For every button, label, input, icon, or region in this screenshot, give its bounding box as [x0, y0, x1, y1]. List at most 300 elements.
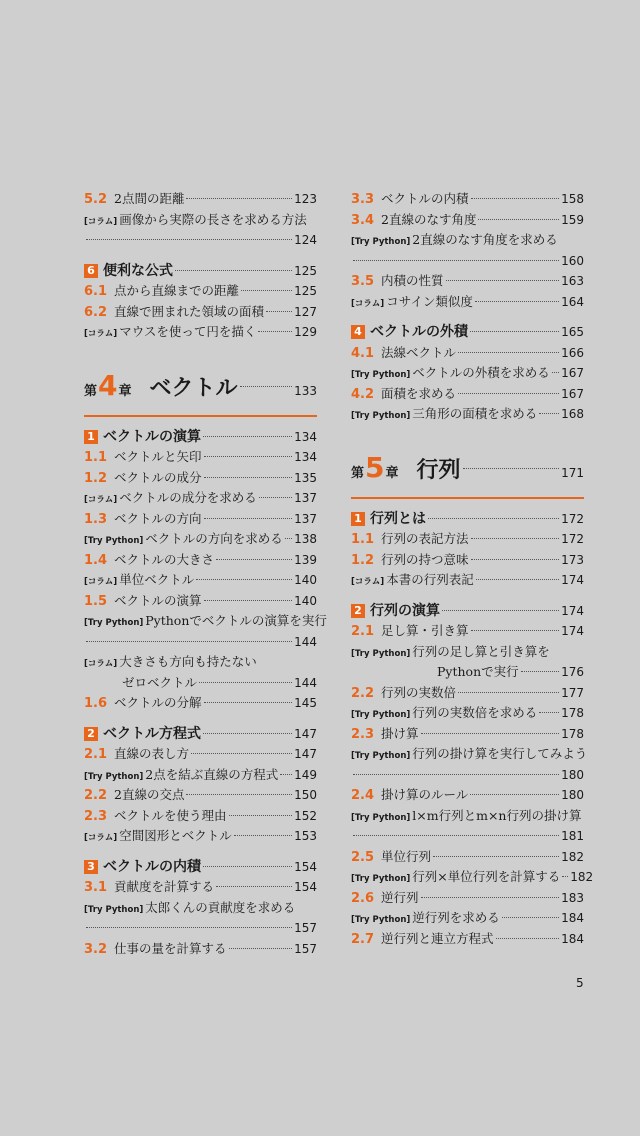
- entry-page: 184: [561, 931, 584, 946]
- section-title: ベクトルの内積: [103, 858, 201, 875]
- section-page: 165: [561, 325, 584, 339]
- toc-entry-continuation: [351, 765, 584, 786]
- entry-title: 行列の足し算と引き算を: [412, 643, 550, 659]
- entry-page: 180: [561, 788, 584, 802]
- leader-dots: [470, 331, 559, 332]
- entry-title: ベクトルの演算: [114, 592, 202, 608]
- entry-title: 仕事の量を計算する: [114, 940, 227, 956]
- chapter-title: ベクトル: [149, 375, 238, 401]
- chapter-label-pre: 第: [351, 465, 365, 481]
- toc-right-column: [351, 189, 594, 949]
- entry-title: ベクトルと矢印: [114, 449, 202, 464]
- entry-title: 行列の実数倍: [381, 684, 457, 700]
- entry-tag: [Try Python]: [84, 771, 144, 782]
- toc-entry-continuation: [84, 673, 317, 694]
- toc-entry[interactable]: [351, 642, 584, 663]
- chapter-label-post: 章: [385, 465, 399, 481]
- entry-page: 172: [561, 532, 584, 546]
- entry-page: 174: [561, 624, 584, 638]
- leader-dots: [86, 641, 292, 642]
- entry-number: 3.4: [351, 212, 375, 228]
- section-heading[interactable]: [351, 509, 584, 530]
- entry-page: 137: [294, 491, 317, 505]
- toc-entry[interactable]: [351, 343, 584, 364]
- entry-page: 152: [294, 808, 317, 823]
- leader-dots: [458, 393, 559, 394]
- section-page: 154: [294, 859, 317, 874]
- entry-page: 157: [294, 921, 317, 935]
- leader-dots: [552, 372, 559, 373]
- entry-title: 空間図形とベクトル: [119, 828, 232, 843]
- section-number-box: 6: [84, 264, 98, 278]
- entry-title: 掛け算: [381, 725, 419, 741]
- entry-number: 2.5: [351, 849, 375, 865]
- entry-title: マウスを使って円を描く: [119, 324, 257, 339]
- entry-page: 184: [561, 911, 584, 925]
- leader-dots: [204, 456, 293, 457]
- leader-dots: [539, 712, 559, 713]
- chapter-heading[interactable]: [351, 451, 584, 499]
- toc-entry[interactable]: [84, 447, 317, 468]
- entry-title: 法線ベクトル: [381, 344, 457, 360]
- entry-page: 176: [561, 665, 584, 679]
- entry-title-line2: Pythonで実行: [437, 664, 519, 679]
- entry-title-line2: ゼロベクトル: [122, 674, 198, 690]
- entry-title: 2直線の交点: [114, 787, 185, 802]
- entry-title: 内積の性質: [381, 273, 444, 288]
- entry-title: ベクトルの方向: [114, 510, 202, 526]
- entry-title: 行列×単位行列を計算する: [412, 869, 561, 884]
- entry-title: 2点間の距離: [114, 191, 185, 206]
- leader-dots: [259, 497, 292, 498]
- entry-title: コサイン類似度: [386, 293, 473, 309]
- leader-dots: [428, 518, 559, 519]
- entry-page: 163: [561, 274, 584, 288]
- entry-tag: [コラム]: [84, 216, 118, 227]
- leader-dots: [471, 630, 560, 631]
- entry-tag: [Try Python]: [351, 812, 411, 823]
- entry-page: 140: [294, 573, 317, 587]
- entry-page: 160: [561, 253, 584, 268]
- entry-number: 6.1: [84, 284, 108, 299]
- entry-page: 150: [294, 788, 317, 802]
- entry-page: 129: [294, 325, 317, 339]
- entry-number: 3.2: [84, 941, 108, 957]
- entry-title: 本書の行列表記: [386, 572, 474, 587]
- entry-page: 159: [561, 212, 584, 227]
- section-heading[interactable]: [84, 261, 317, 282]
- leader-dots: [280, 774, 292, 775]
- entry-page: 124: [294, 233, 317, 247]
- section-heading[interactable]: [84, 857, 317, 878]
- entry-page: 180: [561, 767, 584, 782]
- leader-dots: [196, 579, 292, 580]
- entry-title: 2直線のなす角度を求める: [412, 232, 558, 247]
- section-page: 147: [294, 726, 317, 741]
- entry-page: 123: [294, 192, 317, 206]
- leader-dots: [353, 774, 559, 775]
- leader-dots: [186, 794, 292, 795]
- section-heading[interactable]: [351, 322, 584, 343]
- toc-entry[interactable]: [84, 898, 317, 919]
- entry-page: 158: [561, 192, 584, 206]
- leader-dots: [353, 260, 559, 261]
- toc-entry[interactable]: [351, 724, 584, 745]
- entry-page: 183: [561, 890, 584, 905]
- entry-number: 2.2: [351, 685, 375, 701]
- toc-entry[interactable]: [84, 877, 317, 898]
- leader-dots: [562, 876, 568, 877]
- entry-page: 167: [561, 386, 584, 401]
- toc-entry[interactable]: [84, 570, 317, 591]
- entry-number: 2.7: [351, 931, 375, 947]
- toc-entry-continuation: [84, 632, 317, 653]
- chapter-number: 5: [365, 450, 385, 484]
- entry-page: 178: [561, 706, 584, 720]
- leader-dots: [234, 835, 292, 836]
- entry-number: 4.2: [351, 386, 375, 402]
- leader-dots: [86, 239, 292, 240]
- leader-dots: [476, 579, 559, 580]
- section-title: ベクトル方程式: [103, 725, 201, 742]
- leader-dots: [446, 280, 560, 281]
- section-page: 172: [561, 511, 584, 526]
- toc-entry[interactable]: [84, 611, 327, 632]
- section-number-box: 4: [351, 325, 365, 339]
- entry-page: 164: [561, 294, 584, 309]
- entry-title: 掛け算のルール: [381, 787, 469, 802]
- leader-dots: [191, 753, 292, 754]
- entry-tag: [コラム]: [351, 298, 385, 309]
- leader-dots: [463, 468, 560, 469]
- entry-page: 157: [294, 941, 317, 956]
- leader-dots: [229, 815, 293, 816]
- toc-entry[interactable]: [84, 806, 317, 827]
- entry-number: 2.1: [351, 624, 375, 639]
- leader-dots: [470, 794, 559, 795]
- entry-title: 三角形の面積を求める: [412, 406, 538, 421]
- toc-entry[interactable]: [351, 703, 584, 724]
- toc-entry[interactable]: [84, 189, 317, 210]
- toc-entry[interactable]: [351, 570, 584, 591]
- entry-page: 144: [294, 634, 317, 649]
- entry-page: 182: [570, 870, 594, 884]
- section-number-box: 2: [351, 604, 365, 618]
- toc-entry[interactable]: [351, 230, 584, 251]
- leader-dots: [204, 702, 293, 703]
- section-number-box: 1: [351, 512, 365, 526]
- entry-page: 140: [294, 593, 317, 608]
- toc-entry[interactable]: [351, 292, 584, 313]
- entry-number: 2.6: [351, 890, 375, 906]
- entry-tag: [コラム]: [351, 577, 385, 587]
- entry-number: 2.2: [84, 788, 108, 803]
- entry-page: 182: [561, 849, 584, 864]
- toc-entry[interactable]: [84, 785, 317, 806]
- toc-entry[interactable]: [84, 468, 317, 489]
- leader-dots: [86, 927, 292, 928]
- leader-dots: [216, 886, 292, 887]
- section-page: 125: [294, 263, 317, 278]
- entry-number: 1.1: [351, 532, 375, 547]
- entry-number: 1.5: [84, 593, 108, 609]
- entry-tag: [Try Python]: [351, 874, 411, 884]
- entry-title: 直線の表し方: [114, 746, 190, 761]
- toc-entry[interactable]: [351, 550, 584, 571]
- entry-page: 144: [294, 675, 317, 690]
- leader-dots: [240, 386, 293, 387]
- entry-page: 149: [294, 767, 317, 782]
- toc-entry[interactable]: [84, 765, 317, 786]
- entry-title: 貢献度を計算する: [114, 879, 215, 894]
- toc-entry[interactable]: [351, 683, 584, 704]
- entry-number: 1.1: [84, 450, 108, 465]
- toc-entry[interactable]: [84, 652, 317, 673]
- leader-dots: [478, 219, 559, 220]
- section-heading[interactable]: [351, 601, 584, 622]
- leader-dots: [241, 290, 292, 291]
- entry-title: ベクトルの成分を求める: [119, 490, 257, 505]
- entry-page: 177: [561, 685, 584, 700]
- toc-entry[interactable]: [84, 693, 317, 714]
- toc-entry-continuation: [351, 662, 584, 683]
- entry-title: ベクトルを使う理由: [114, 807, 227, 823]
- leader-dots: [502, 917, 559, 918]
- entry-title: ベクトルの外積を求める: [412, 365, 550, 380]
- toc-entry[interactable]: [84, 939, 317, 960]
- toc-entry[interactable]: [351, 888, 584, 909]
- entry-page: 127: [294, 304, 317, 319]
- toc-entry[interactable]: [84, 210, 317, 231]
- leader-dots: [186, 198, 292, 199]
- entry-tag: [コラム]: [84, 495, 118, 505]
- entry-tag: [Try Python]: [351, 411, 411, 421]
- leader-dots: [475, 301, 559, 302]
- entry-number: 2.3: [351, 726, 375, 742]
- entry-page: 134: [294, 450, 317, 464]
- entry-number: 1.4: [84, 552, 108, 568]
- leader-dots: [203, 866, 292, 867]
- toc-entry[interactable]: [84, 302, 317, 323]
- leader-dots: [442, 610, 559, 611]
- entry-number: 3.5: [351, 274, 375, 289]
- toc-entry[interactable]: [351, 785, 584, 806]
- toc-entry[interactable]: [84, 281, 317, 302]
- entry-page: 138: [294, 532, 317, 546]
- entry-tag: [コラム]: [84, 329, 118, 339]
- entry-title: ベクトルの大きさ: [114, 551, 215, 567]
- entry-number: 1.2: [351, 552, 375, 568]
- leader-dots: [229, 948, 293, 949]
- toc-entry[interactable]: [351, 847, 584, 868]
- section-number-box: 1: [84, 430, 98, 444]
- toc-left-column: [84, 189, 327, 959]
- toc-entry[interactable]: [351, 189, 584, 210]
- entry-title: 2点を結ぶ直線の方程式: [145, 766, 279, 782]
- section-title: ベクトルの演算: [103, 428, 201, 445]
- entry-number: 2.1: [84, 747, 108, 762]
- leader-dots: [175, 270, 292, 271]
- entry-tag: [Try Python]: [351, 915, 411, 925]
- entry-tag: [Try Python]: [351, 751, 411, 761]
- leader-dots: [216, 559, 292, 560]
- entry-tag: [Try Python]: [84, 536, 144, 546]
- entry-title: 太郎くんの貢献度を求める: [145, 899, 296, 915]
- leader-dots: [539, 413, 559, 414]
- entry-title: 行列の掛け算を実行してみよう: [412, 746, 588, 761]
- chapter-title: 行列: [416, 457, 461, 483]
- leader-dots: [203, 436, 292, 437]
- toc-entry[interactable]: [351, 210, 584, 231]
- leader-dots: [471, 538, 560, 539]
- toc-entry-continuation: [84, 918, 317, 939]
- leader-dots: [496, 938, 560, 939]
- toc-entry[interactable]: [84, 550, 317, 571]
- chapter-page: 133: [294, 383, 317, 398]
- leader-dots: [471, 559, 560, 560]
- chapter-number: 4: [98, 368, 118, 402]
- leader-dots: [204, 518, 293, 519]
- entry-page: 139: [294, 552, 317, 567]
- entry-page: 135: [294, 470, 317, 485]
- leader-dots: [421, 897, 560, 898]
- entry-number: 3.1: [84, 880, 108, 895]
- entry-tag: [Try Python]: [84, 618, 144, 628]
- section-heading[interactable]: [84, 427, 317, 448]
- chapter-label-pre: 第: [84, 383, 98, 399]
- section-page: 174: [561, 603, 584, 618]
- entry-title: l×m行列とm×n行列の掛け算: [412, 807, 582, 823]
- toc-entry[interactable]: [351, 806, 584, 827]
- toc-entry[interactable]: [84, 529, 317, 550]
- leader-dots: [266, 311, 292, 312]
- entry-number: 3.3: [351, 192, 375, 207]
- entry-title: 単位行列: [381, 848, 432, 864]
- page-number: 5: [576, 976, 584, 990]
- entry-page: 178: [561, 726, 584, 741]
- toc-entry-continuation: [84, 230, 317, 251]
- leader-dots: [433, 856, 559, 857]
- entry-page: 147: [294, 747, 317, 761]
- entry-title: 足し算・引き算: [381, 623, 469, 638]
- entry-title: 逆行列と連立方程式: [381, 930, 494, 946]
- entry-tag: [Try Python]: [351, 370, 411, 380]
- toc-entry[interactable]: [351, 744, 588, 765]
- toc-entry[interactable]: [351, 621, 584, 642]
- section-title: 便利な公式: [103, 262, 173, 279]
- section-number-box: 2: [84, 727, 98, 741]
- entry-title: 単位ベクトル: [119, 572, 195, 587]
- leader-dots: [285, 538, 292, 539]
- entry-number: 4.1: [351, 345, 375, 361]
- leader-dots: [421, 733, 560, 734]
- entry-title: 大きさも方向も持たない: [119, 654, 257, 669]
- toc-entry[interactable]: [351, 908, 584, 929]
- entry-number: 1.2: [84, 470, 108, 486]
- entry-page: 167: [561, 366, 584, 380]
- entry-page: 181: [561, 829, 584, 843]
- toc-entry[interactable]: [351, 929, 584, 950]
- leader-dots: [258, 331, 292, 332]
- entry-number: 1.6: [84, 696, 108, 711]
- entry-page: 166: [561, 345, 584, 360]
- leader-dots: [458, 692, 559, 693]
- toc-entry[interactable]: [351, 384, 584, 405]
- entry-page: 174: [561, 573, 584, 587]
- toc-entry[interactable]: [351, 529, 584, 550]
- entry-title: 点から直線までの距離: [114, 283, 240, 298]
- section-page: 134: [294, 429, 317, 444]
- toc-entry[interactable]: [351, 404, 584, 425]
- leader-dots: [203, 733, 292, 734]
- entry-number: 5.2: [84, 192, 108, 207]
- section-title: 行列の演算: [370, 602, 440, 619]
- chapter-label-post: 章: [118, 383, 132, 399]
- entry-title: ベクトルの成分: [114, 469, 202, 485]
- entry-title: 行列の表記方法: [381, 531, 469, 546]
- entry-tag: [コラム]: [84, 833, 118, 843]
- entry-page: 145: [294, 696, 317, 710]
- entry-page: 153: [294, 829, 317, 843]
- chapter-heading[interactable]: [84, 369, 317, 417]
- toc-entry-continuation: [351, 826, 584, 847]
- leader-dots: [199, 682, 292, 683]
- entry-tag: [Try Python]: [351, 648, 411, 659]
- entry-title: ベクトルの内積: [381, 191, 469, 206]
- entry-title: 2直線のなす角度: [381, 211, 477, 227]
- leader-dots: [353, 835, 559, 836]
- entry-page: 173: [561, 552, 584, 567]
- entry-title: ベクトルの分解: [114, 695, 202, 710]
- entry-number: 6.2: [84, 304, 108, 320]
- entry-number: 1.3: [84, 511, 108, 527]
- section-title: ベクトルの外積: [370, 324, 468, 340]
- entry-tag: [Try Python]: [84, 904, 144, 915]
- toc-entry[interactable]: [84, 591, 317, 612]
- toc-entry[interactable]: [84, 488, 317, 509]
- toc-entry[interactable]: [351, 363, 584, 384]
- entry-page: 154: [294, 880, 317, 894]
- entry-title: Pythonでベクトルの演算を実行: [145, 613, 327, 628]
- toc-entry[interactable]: [351, 867, 594, 888]
- chapter-page: 171: [561, 465, 584, 480]
- toc-entry[interactable]: [84, 826, 317, 847]
- entry-number: 2.4: [351, 788, 375, 803]
- entry-title: 逆行列: [381, 889, 419, 905]
- leader-dots: [458, 352, 559, 353]
- entry-tag: [Try Python]: [351, 237, 411, 247]
- toc-entry[interactable]: [84, 509, 317, 530]
- leader-dots: [471, 198, 560, 199]
- toc-entry[interactable]: [351, 271, 584, 292]
- entry-title: 直線で囲まれた領域の面積: [114, 303, 265, 319]
- section-title: 行列とは: [370, 510, 426, 527]
- entry-tag: [Try Python]: [351, 710, 411, 720]
- entry-number: 2.3: [84, 808, 108, 824]
- leader-dots: [204, 477, 293, 478]
- entry-title: 面積を求める: [381, 385, 457, 401]
- entry-page: 168: [561, 407, 584, 421]
- toc-entry[interactable]: [84, 744, 317, 765]
- leader-dots: [204, 600, 293, 601]
- entry-title: 画像から実際の長さを求める方法: [119, 211, 307, 227]
- toc-entry[interactable]: [84, 322, 317, 343]
- section-heading[interactable]: [84, 724, 317, 745]
- toc-entry-continuation: [351, 251, 584, 272]
- entry-title: 行列の実数倍を求める: [412, 705, 538, 720]
- entry-tag: [コラム]: [84, 659, 118, 669]
- entry-title: 逆行列を求める: [412, 910, 500, 925]
